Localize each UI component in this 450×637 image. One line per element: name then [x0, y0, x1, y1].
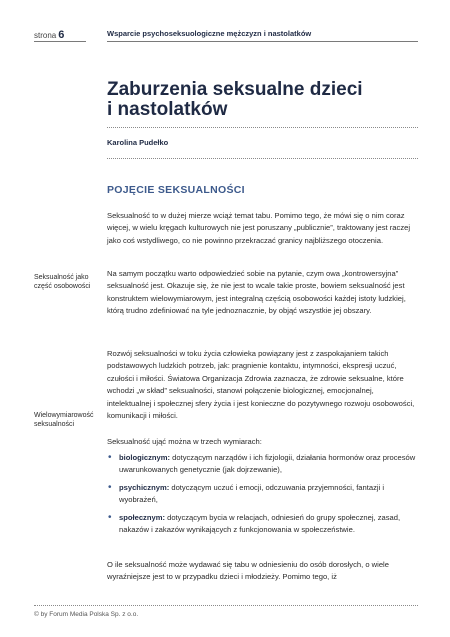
- title-line-1: Zaburzenia seksualne dzieci: [107, 79, 363, 100]
- running-title: Wsparcie psychoseksuologiczne mężczyzn i nastolatków: [107, 29, 312, 38]
- dimensions-list: [107, 452, 419, 541]
- paragraph-4: Seksualność ująć można w trzech wymiarach:: [107, 437, 262, 446]
- margin-note-personality: Seksualność jako część osobowości: [34, 274, 91, 290]
- list-item-text: dotyczącym bycia w relacjach, odniesień do grupy społecznej, zasad, nakazów i zakazów wynikających z funkcjonowania w społeczeństwie.: [119, 512, 401, 535]
- footer-copyright: © by Forum Media Polska Sp. z o.o.: [34, 611, 139, 618]
- author-divider: [107, 158, 418, 159]
- footer-divider: [34, 605, 418, 606]
- list-item-term: psychicznym:: [119, 482, 170, 492]
- margin-note-dimensions: Wielowymiarowość seksualności: [34, 412, 94, 428]
- list-item-text: dotyczącym uczuć i emocji, odczuwania przyjemności, fantazji i wyobrażeń,: [119, 482, 385, 505]
- header-rule-left: [34, 41, 86, 42]
- list-item: [107, 452, 419, 477]
- paragraph-2: Na samym początku warto odpowiedzieć sobie na pytanie, czym owa „kontrowersyjna” seksualność jest. Okazuje się, że nie jest to wcale takie proste, bowiem seksualność jest konstruktem wielowymiarowym, jest integralną częścią osobowości każdej istoty ludzkiej, którą trudno zdefiniować na tyle jednoznacznie, by objąć wszystkie jej obszary.: [107, 269, 406, 316]
- title-line-2: i nastolatków: [107, 99, 228, 120]
- page-number-label: [34, 29, 64, 41]
- page-number: 6: [58, 29, 65, 41]
- page-label: strona: [34, 31, 57, 40]
- section-heading: POJĘCIE SEKSUALNOŚCI: [107, 184, 245, 196]
- list-item-text: dotyczącym narządów i ich fizjologii, działania hormonów oraz procesów uwarunkowanych genetycznie (jak dojrzewanie),: [119, 453, 416, 475]
- list-item-term: społecznym:: [119, 512, 165, 522]
- list-item: [107, 482, 419, 507]
- header-rule-main: [107, 41, 418, 42]
- paragraph-1: Seksualność to w dużej mierze wciąż temat tabu. Pomimo tego, że mówi się o nim coraz więcej, w wielu kręgach kulturowych nie jest poruszany „publicznie”, traktowany jest raczej jako coś wstydliwego, co nie powinno przekraczać granicy najbliższego otoczenia.: [107, 211, 411, 245]
- paragraph-3: Rozwój seksualności w toku życia człowieka powiązany jest z zaspokajaniem takich podstawowych ludzkich potrzeb, jak: pragnienie kontaktu, intymności, ekspresji uczuć, czułości i miłości. Światowa Organizacja Zdrowia zaznacza, że zdrowie seksualne, które wchodzi „w skład” seksualności, stanowi połączenie biologicznej, emocjonalnej, intelektualnej i społecznej sfery życia i jest konieczne do pozytywnego rozwoju osobowości, komunikacji i miłości.: [107, 349, 415, 421]
- list-item-term: biologicznym:: [119, 453, 171, 462]
- paragraph-5: O ile seksualność może wydawać się tabu w odniesieniu do osób dorosłych, o wiele wyraźniejsze jest to w przypadku dzieci i młodzieży. Pomimo tego, iż: [107, 560, 389, 582]
- bullet-icon: •: [108, 511, 112, 523]
- bullet-icon: •: [108, 481, 112, 493]
- author-name: Karolina Pudełko: [107, 138, 169, 147]
- title-divider: [107, 127, 418, 128]
- list-item: [107, 512, 419, 537]
- article-title: [107, 80, 407, 120]
- bullet-icon: •: [108, 452, 112, 463]
